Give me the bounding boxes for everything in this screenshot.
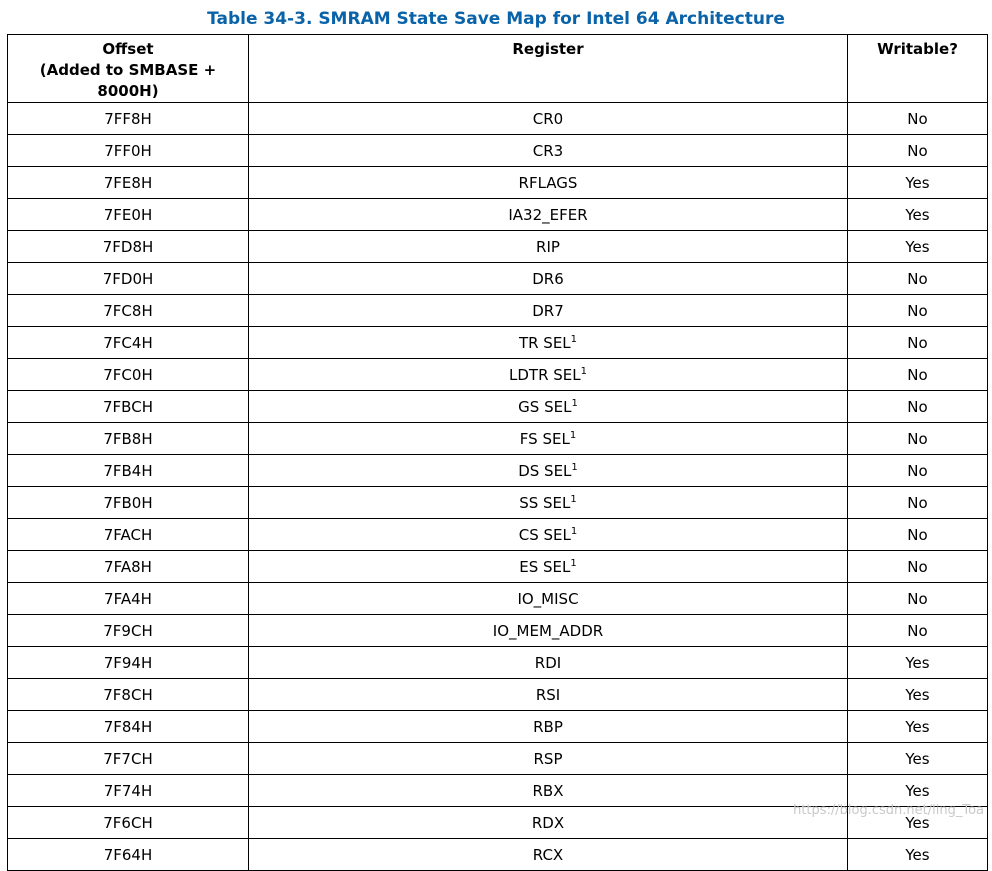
writable-cell: Yes [848, 743, 988, 775]
offset-cell: 7FE0H [8, 199, 249, 231]
offset-cell: 7F8CH [8, 679, 249, 711]
offset-cell: 7FA4H [8, 583, 249, 615]
offset-cell: 7FF0H [8, 135, 249, 167]
register-cell [249, 551, 848, 583]
register-cell [249, 647, 848, 679]
offset-cell: 7F74H [8, 775, 249, 807]
smram-state-save-table [7, 34, 988, 871]
writable-cell: Yes [848, 839, 988, 871]
table-row [8, 455, 988, 487]
writable-cell: No [848, 263, 988, 295]
table-row [8, 423, 988, 455]
table-row [8, 391, 988, 423]
register-cell [249, 583, 848, 615]
table-header [8, 35, 988, 103]
header-offset-line1: Offset [102, 40, 154, 58]
writable-cell: Yes [848, 711, 988, 743]
register-cell [249, 775, 848, 807]
offset-cell: 7FE8H [8, 167, 249, 199]
offset-cell: 7FD8H [8, 231, 249, 263]
table-row [8, 615, 988, 647]
register-name: IO_MEM_ADDR [492, 622, 604, 640]
offset-cell: 7FACH [8, 519, 249, 551]
offset-cell: 7F6CH [8, 807, 249, 839]
offset-cell: 7FB0H [8, 487, 249, 519]
register-cell [249, 327, 848, 359]
table-row [8, 263, 988, 295]
register-cell [249, 423, 848, 455]
table-row [8, 679, 988, 711]
register-cell [249, 167, 848, 199]
table-row [8, 583, 988, 615]
register-cell [249, 103, 848, 135]
register-name: LDTR SEL [509, 366, 581, 384]
footnote-marker: 1 [569, 430, 577, 441]
offset-cell: 7FA8H [8, 551, 249, 583]
writable-cell: No [848, 135, 988, 167]
register-name: IO_MISC [517, 590, 579, 608]
table-row [8, 775, 988, 807]
table-row [8, 135, 988, 167]
register-name: CR3 [532, 142, 564, 160]
writable-cell: No [848, 359, 988, 391]
table-row [8, 327, 988, 359]
register-cell [249, 391, 848, 423]
table-row [8, 167, 988, 199]
offset-cell: 7FC4H [8, 327, 249, 359]
offset-cell: 7FB4H [8, 455, 249, 487]
table-body [8, 103, 988, 871]
writable-cell: No [848, 327, 988, 359]
register-cell [249, 743, 848, 775]
table-row [8, 519, 988, 551]
register-name: RDI [534, 654, 562, 672]
watermark: https://blog.csdn.net/ling_Toa [793, 803, 984, 818]
writable-cell: Yes [848, 647, 988, 679]
offset-cell: 7F84H [8, 711, 249, 743]
table-row [8, 103, 988, 135]
writable-cell: Yes [848, 679, 988, 711]
register-name: IA32_EFER [508, 206, 588, 224]
writable-cell: No [848, 391, 988, 423]
footnote-marker: 1 [571, 398, 578, 409]
table-row [8, 295, 988, 327]
register-name: RSP [533, 750, 563, 768]
register-cell [249, 263, 848, 295]
writable-cell: No [848, 423, 988, 455]
offset-cell: 7FD0H [8, 263, 249, 295]
table-row [8, 647, 988, 679]
writable-cell: No [848, 615, 988, 647]
offset-cell: 7FB8H [8, 423, 249, 455]
register-name: DS SEL [518, 462, 572, 480]
table-row [8, 487, 988, 519]
offset-cell: 7FC0H [8, 359, 249, 391]
register-name: DR6 [532, 270, 564, 288]
register-cell [249, 615, 848, 647]
writable-cell: Yes [848, 231, 988, 263]
header-offset [8, 35, 249, 103]
register-cell [249, 135, 848, 167]
footnote-marker: 1 [571, 462, 578, 473]
writable-cell: No [848, 103, 988, 135]
table-row [8, 839, 988, 871]
writable-cell: Yes [848, 199, 988, 231]
offset-cell: 7F9CH [8, 615, 249, 647]
offset-cell: 7FBCH [8, 391, 249, 423]
offset-cell: 7F7CH [8, 743, 249, 775]
register-name: RIP [536, 238, 560, 256]
offset-cell: 7FC8H [8, 295, 249, 327]
register-name: CR0 [532, 110, 564, 128]
register-name: DR7 [532, 302, 564, 320]
register-cell [249, 199, 848, 231]
register-name: RBP [533, 718, 563, 736]
register-name: TR SEL [518, 334, 571, 352]
register-name: SS SEL [519, 494, 571, 512]
register-name: ES SEL [519, 558, 571, 576]
footnote-marker: 1 [570, 526, 578, 537]
writable-cell: No [848, 551, 988, 583]
footnote-marker: 1 [570, 558, 577, 569]
register-cell [249, 487, 848, 519]
register-cell [249, 455, 848, 487]
writable-cell: Yes [848, 807, 988, 839]
header-row [8, 35, 988, 103]
footnote-marker: 1 [570, 334, 578, 345]
footnote-marker: 1 [580, 366, 587, 377]
table-row [8, 743, 988, 775]
footnote-marker: 1 [570, 494, 577, 505]
register-cell [249, 231, 848, 263]
register-cell [249, 711, 848, 743]
register-cell [249, 839, 848, 871]
register-name: RCX [532, 846, 564, 864]
register-name: RBX [532, 782, 564, 800]
table-caption: Table 34-3. SMRAM State Save Map for Intel 64 Architecture [207, 9, 785, 29]
header-writable: Writable? [848, 35, 988, 103]
register-cell [249, 679, 848, 711]
writable-cell: No [848, 487, 988, 519]
offset-cell: 7F64H [8, 839, 249, 871]
table-row [8, 199, 988, 231]
header-register: Register [249, 35, 848, 103]
register-name: RSI [535, 686, 561, 704]
writable-cell: Yes [848, 775, 988, 807]
table-row [8, 231, 988, 263]
offset-cell: 7FF8H [8, 103, 249, 135]
table-row [8, 551, 988, 583]
offset-cell: 7F94H [8, 647, 249, 679]
writable-cell: No [848, 455, 988, 487]
register-name: FS SEL [519, 430, 570, 448]
register-name: CS SEL [518, 526, 571, 544]
register-name: RDX [531, 814, 565, 832]
table-row [8, 711, 988, 743]
table-row [8, 359, 988, 391]
register-cell [249, 359, 848, 391]
register-cell [249, 295, 848, 327]
writable-cell: Yes [848, 167, 988, 199]
writable-cell: No [848, 583, 988, 615]
register-cell [249, 807, 848, 839]
register-cell [249, 519, 848, 551]
register-name: RFLAGS [518, 174, 578, 192]
header-offset-line2: (Added to SMBASE + 8000H) [39, 61, 217, 100]
register-name: GS SEL [518, 398, 572, 416]
writable-cell: No [848, 519, 988, 551]
writable-cell: No [848, 295, 988, 327]
